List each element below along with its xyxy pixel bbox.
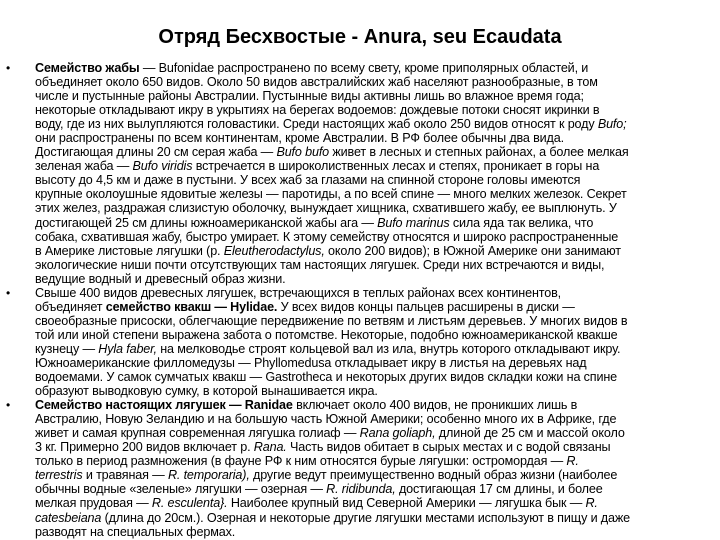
text-run: и травяная — — [82, 468, 168, 483]
italic-text: Bufo marinus — [377, 215, 450, 230]
italic-text: R. temporaria), — [167, 468, 250, 483]
bullet-list — [0, 61, 720, 539]
text-run: длиной де 25 см и массой около 3 кг. Примерно 200 видов включает р. — [35, 426, 625, 455]
slide-title: Отряд Бесхвостые - Anura, seu Ecaudata — [158, 26, 562, 48]
text-run: Свыше 400 видов древесных лягушек, встречающихся в теплых районах всех континентов, объединяет — [35, 285, 561, 314]
text-run: сила яда так велика, что собака, схватившая жабу, быстро умирает. К этому семейству относятся и широко распространенные в Америке листовые лягушки (р. — [35, 215, 619, 258]
text-run: около 200 видов); в Южной Америке они занимают экологические ниши почти отсутствующих там настоящих лягушек. Среди них встречаются и виды, ведущие водный и древесный образ жизни. — [35, 243, 621, 286]
italic-text: Rana goliaph, — [359, 426, 436, 441]
text-run: другие ведут преимущественно водный образ жизни (наиболее обычны водные «зеленые» лягушки — озерная — — [35, 468, 618, 497]
italic-text: R. terrestris — [35, 454, 579, 483]
italic-text: Bufo viridis — [132, 159, 193, 174]
bullet-item — [0, 398, 720, 538]
bold-text: Семейство настоящих лягушек — Ranidae — [35, 398, 293, 413]
bold-text: Семейство жабы — [35, 61, 140, 75]
italic-text: Bufo; — [597, 117, 627, 132]
text-run: (длина до 20см.). Озерная и некоторые другие лягушки местами используют в пищу и даже разводят на специальных фермах. — [35, 510, 630, 539]
bullet-item — [0, 61, 720, 286]
text-run: — Bufonidae распространено по всему свету, кроме приполярных областей, и объединяет около 650 видов. Около 50 видов австралийских жаб населяют разнообразные, в том числе и пустынные районы Австралии. Пустынные виды активны лишь во влажное время года; некоторые откладывают икру в укрытиях на берегах водоемов: дождевые потоки сносят икринки в воду, где из них вылупляются головастики. Среди настоящих жаб около 250 видов относят к роду — [35, 61, 600, 132]
text-run: У всех видов концы пальцев расширены в диски — своеобразные присоски, облегчающие передвижение по ветвям и листьям деревьев. У многих видов в той или иной степени выражена забота о потомстве. Некоторые, подобно южноамериканской квакше кузнецу — — [35, 299, 628, 356]
italic-text: Hyla faber, — [98, 341, 157, 356]
italic-text: R. catesbeiana — [35, 496, 598, 525]
italic-text: R. esculenta}. — [151, 496, 228, 511]
text-run: они распространены по всем континентам, кроме Австралии. В РФ более обычны два вида. Достигающая длины 20 см серая жаба — — [35, 131, 564, 160]
italic-text: Eleutherodactylus, — [223, 243, 325, 258]
text-run: Наиболее крупный вид Северной Америки — лягушка бык — — [227, 496, 586, 511]
bullet-icon: • — [6, 285, 11, 300]
text-run: встречается в широколиственных лесах и степях, проникает в горы на высоту до 4,5 км и даже в пустыни. У всех жаб за глазами на спинной стороне головы имеются крупные околоушные ядовитые железы — паротиды, а по всей спине — много мелких железок. Секрет этих желез, раздражая слизистую оболочку, вынуждает хищника, схватившего жабу, ее выплюнуть. У достигающей 25 см длины южноамериканской жабы ага — — [35, 159, 627, 230]
text-run: Часть видов обитает в сырых местах и с водой связаны только в период размножения (в фауне РФ к ним относятся бурые лягушки: остромордая — — [35, 440, 611, 469]
bullet-icon: • — [6, 398, 11, 413]
text-run: достигающая 17 см длины, и более мелкая прудовая — — [35, 482, 603, 511]
text-run: живет в лесных и степных районах, а более мелкая зеленая жаба — — [35, 145, 629, 174]
text-run: на мелководье строят кольцевой вал из ила, внутрь которого откладывают икру. Южноамериканские филломедузы — Phyllomedusa откладывает икру в листья на деревьях над водоемами. У самок сумчатых квакш — Gastrotheca и некоторых других видов складки кожи на спине образуют выводковую сумку, в которой вынашивается икра. — [35, 341, 621, 399]
bullet-item — [0, 286, 720, 398]
bold-text: семейство квакш — Hylidae. — [105, 299, 278, 314]
text-run: включает около 400 видов, не проникших лишь в Австралию, Новую Зеландию и на большую часть Южной Америки; особенно много их в Африке, где живет и самая крупная современная лягушка голиаф — — [35, 398, 617, 441]
italic-text: R. ridibunda, — [326, 482, 396, 497]
italic-text: Bufo bufo — [276, 145, 330, 160]
italic-text: Rana. — [253, 440, 287, 455]
bullet-icon: • — [6, 61, 11, 75]
